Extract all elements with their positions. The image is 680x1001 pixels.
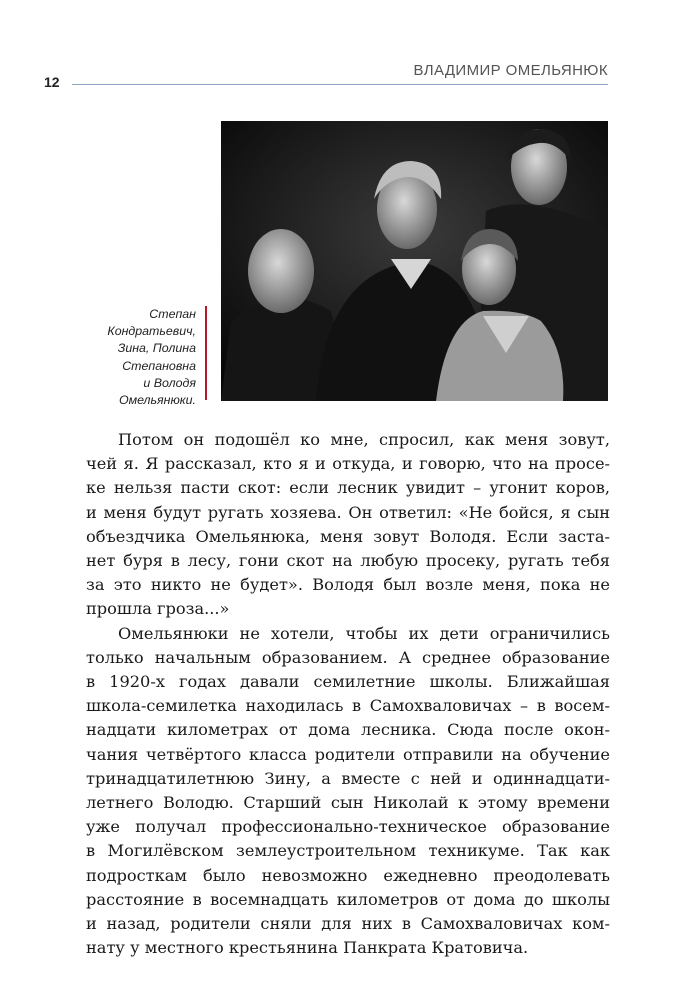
text-line: ке нельзя пасти скот: если лесник увидит – угонит коров, (86, 478, 610, 498)
text-line: летнего Володю. Старший сын Николай к этому времени (86, 793, 610, 813)
text-line: Потом он подошёл ко мне, спросил, как меня зовут, (118, 430, 610, 449)
text-line: подросткам было невозможно ежедневно преодолевать (86, 865, 610, 885)
caption-line: и Володя (143, 375, 196, 390)
text-line: в Могилёвском землеустроительном техникуме. Так как (86, 841, 610, 861)
header-author: ВЛАДИМИР ОМЕЛЬЯНЮК (413, 62, 608, 79)
text-line: в 1920-х годах давали семилетние школы. Ближайшая (86, 672, 610, 692)
text-line: нет буря в лесу, гони скот на любую просеку, ругать тебя (86, 551, 610, 571)
caption-line: Степановна (122, 358, 196, 373)
paragraph (86, 428, 610, 622)
text-line: чания четвёртого класса родители отправили на обучение (86, 744, 610, 764)
caption-accent-bar (205, 306, 207, 400)
text-line: за это никто не будет». Володя был возле меня, пока не (86, 575, 610, 595)
text-line: прошла гроза...» (86, 599, 230, 619)
caption-line: Степан (149, 307, 196, 321)
text-line: тринадцатилетнюю Зину, а вместе с ней и одиннадцати- (86, 768, 610, 788)
text-line: только начальным образованием. А среднее образование (86, 647, 610, 667)
caption-line: Омельянюки. (118, 393, 196, 408)
text-line: и назад, родители сняли для них в Самохваловичах ком- (86, 914, 610, 934)
photo-caption (86, 306, 196, 409)
text-line: расстояние в восемнадцать километров от дома до школы (86, 889, 610, 909)
caption-line: Кондратьевич, (107, 324, 196, 339)
text-line: нату у местного крестьянина Панкрата Кратовича. (86, 938, 529, 958)
family-photo (221, 121, 608, 401)
body-text (86, 428, 610, 960)
text-line: школа-семилетка находилась в Самохваловичах – в восем- (86, 696, 610, 716)
text-line: и меня будут ругать хозяева. Он ответил: «Не бойся, я сын (86, 502, 610, 522)
header-rule (72, 84, 608, 85)
caption-line: Зина, Полина (117, 341, 196, 356)
text-line: уже получал профессионально-техническое образование (86, 817, 610, 837)
text-line: Омельянюки не хотели, чтобы их дети ограничились (118, 623, 610, 643)
text-line: надцати километрах от дома лесника. Сюда после окон- (86, 720, 610, 740)
text-line: чей я. Я рассказал, кто я и откуда, и говорю, что на просе- (86, 454, 610, 474)
paragraph (86, 622, 610, 961)
page-number: 12 (40, 74, 64, 90)
text-line: объездчика Омельянюка, меня зовут Володя. Если заста- (86, 526, 610, 546)
